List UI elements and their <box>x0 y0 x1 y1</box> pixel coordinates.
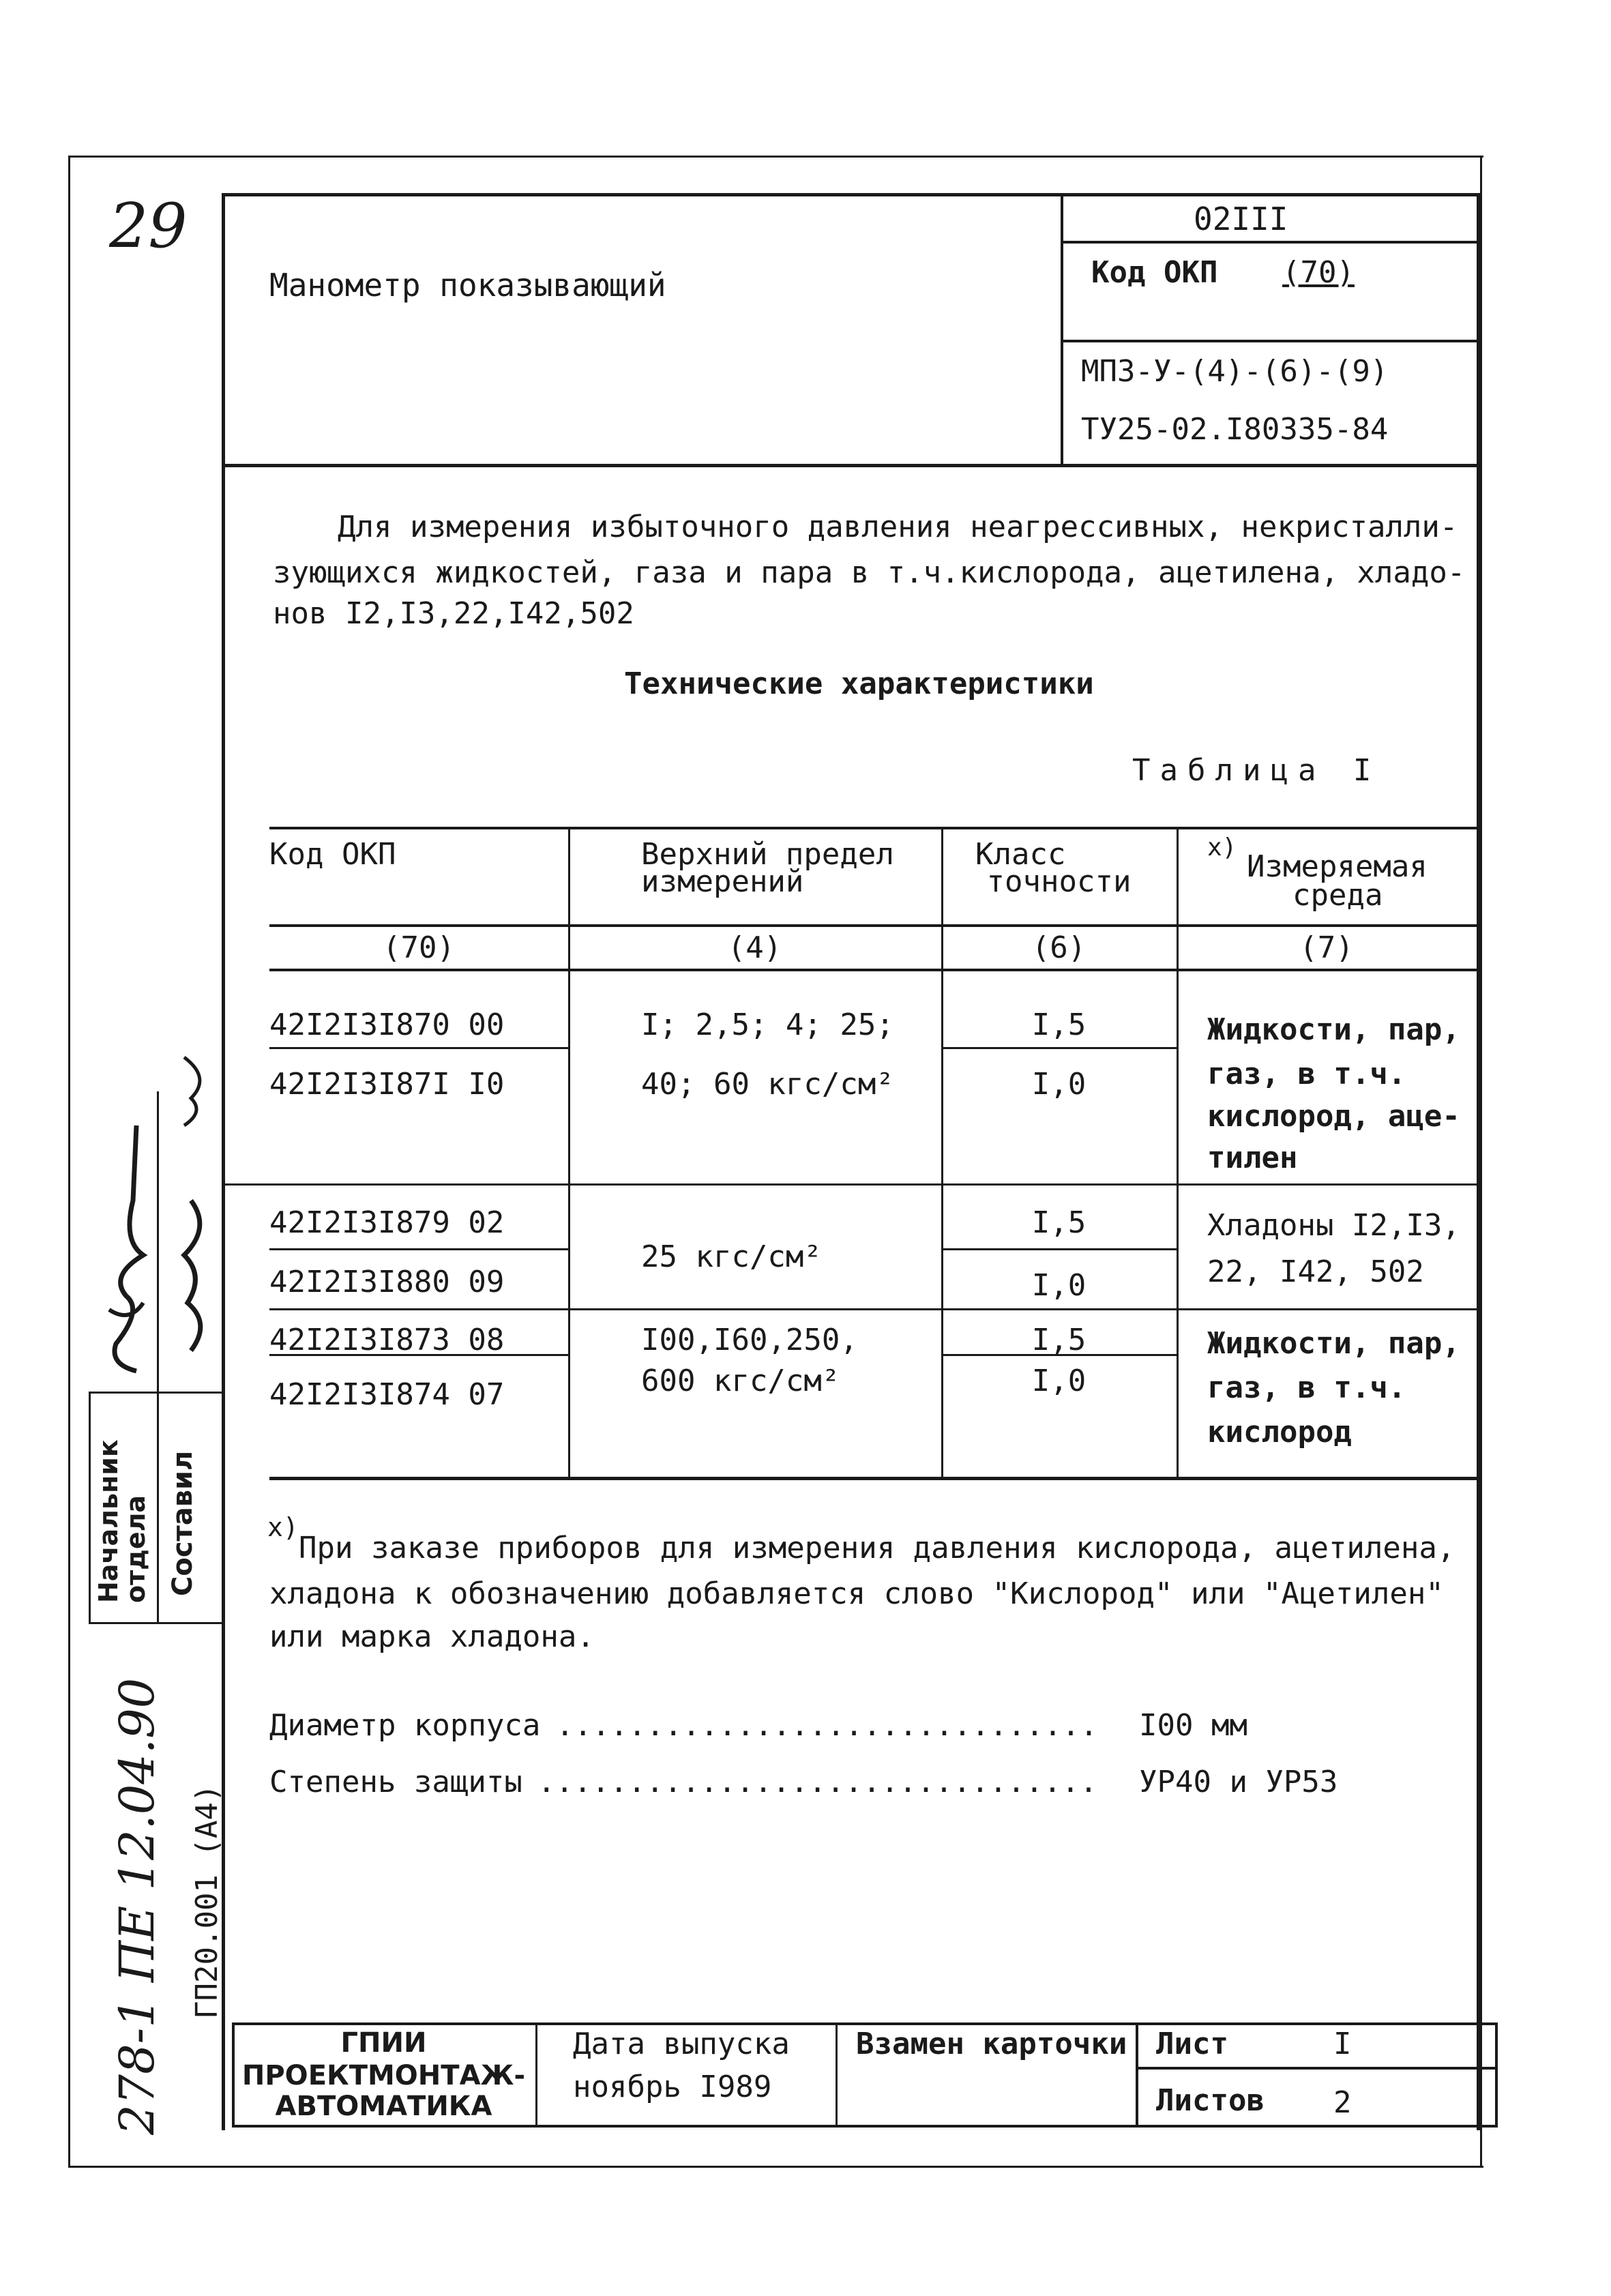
footnote-line-3: или марка хладона. <box>269 1619 595 1654</box>
footer-top <box>232 2022 1497 2025</box>
spec-diameter-value: I00 мм <box>1139 1708 1247 1743</box>
g2-acc-1: I,5 <box>1031 1205 1087 1240</box>
g1-medium-4: тилен <box>1207 1140 1298 1175</box>
org-line-1: ГПИИ <box>340 2027 427 2059</box>
footer-div-2 <box>836 2022 838 2128</box>
table-header-bottom <box>269 924 1477 927</box>
g1-limit-1: I; 2,5; 4; 25; <box>641 1007 894 1042</box>
g3-okp-1: 42I2I3I873 08 <box>269 1323 505 1357</box>
issue-date: ноябрь I989 <box>573 2070 772 2104</box>
g3-acc-2: I,0 <box>1031 1364 1087 1398</box>
sheets-label: Листов <box>1156 2083 1265 2118</box>
outer-frame-bottom <box>68 2166 1483 2168</box>
footer-sheet-divider <box>1136 2067 1497 2070</box>
side-compiled: Составил <box>167 1450 198 1596</box>
side-head-dept: Начальник отдела <box>93 1439 151 1603</box>
card-top <box>222 193 1480 196</box>
signature-compiled-icon <box>164 1050 225 1364</box>
g1-medium-3: кислород, аце- <box>1207 1099 1460 1134</box>
th-accuracy-1: Класс <box>975 837 1066 872</box>
footnote-line-2: хладона к обозначению добавляется слово "Кислород" или "Ацетилен" <box>269 1576 1444 1611</box>
g2-medium-1: Хладоны I2,I3, <box>1207 1208 1460 1243</box>
th-okp: Код ОКП <box>269 837 396 872</box>
footnote-line-1: При заказе приборов для измерения давления кислорода, ацетилена, <box>299 1531 1455 1565</box>
okp-code: (70) <box>1282 255 1355 290</box>
table-col-line-1b <box>568 969 570 1477</box>
card-right <box>1477 193 1480 2130</box>
footer-div-1 <box>535 2022 537 2128</box>
group-1-bottom <box>225 1183 1477 1186</box>
org-line-3: АВТОМАТИКА <box>275 2091 492 2122</box>
g2-limit-1: 25 кгс/см² <box>641 1239 822 1274</box>
page-title: Манометр показывающий <box>269 267 666 304</box>
spec-protection-dots: ............................... <box>537 1765 1098 1799</box>
issue-label: Дата выпуска <box>573 2027 790 2061</box>
th-limit-2: измерений <box>641 864 804 899</box>
side-box-bottom <box>89 1622 225 1624</box>
footer-right <box>1495 2022 1498 2128</box>
table-codes-bottom <box>269 969 1477 971</box>
g3-medium-3: кислород <box>1207 1415 1352 1449</box>
outer-frame-right <box>1480 156 1482 2168</box>
table-top <box>269 827 1477 829</box>
spec-number: ТУ25-02.I80335-84 <box>1081 412 1389 447</box>
g3-limit-1: I00,I60,250, <box>641 1323 858 1357</box>
g2-okp-2: 42I2I3I880 09 <box>269 1265 505 1299</box>
g1-medium-1: Жидкости, пар, <box>1207 1012 1460 1047</box>
page-number: 29 <box>109 190 188 262</box>
group-1-inner-acc <box>941 1047 1177 1049</box>
sheet-label: Лист <box>1156 2027 1228 2061</box>
side-box-mid <box>157 1091 159 1623</box>
g1-medium-2: газ, в т.ч. <box>1207 1057 1406 1091</box>
group-1-inner-okp <box>269 1047 568 1049</box>
model-designation: МПЗ-У-(4)-(6)-(9) <box>1081 354 1389 389</box>
g3-limit-2: 600 кгс/см² <box>641 1364 840 1398</box>
footer-div-3 <box>1136 2022 1138 2128</box>
code-medium: (7) <box>1299 930 1354 965</box>
okp-label: Код ОКП <box>1091 255 1218 290</box>
g1-okp-1: 42I2I3I870 00 <box>269 1007 505 1042</box>
g1-limit-2: 40; 60 кгс/см² <box>641 1067 894 1102</box>
g3-medium-2: газ, в т.ч. <box>1207 1370 1406 1405</box>
sheet-value: I <box>1333 2027 1352 2061</box>
intro-line-2: зующихся жидкостей, газа и пара в т.ч.кислорода, ацетилена, хладо- <box>273 555 1466 590</box>
intro-line-1: Для измерения избыточного давления неагрессивных, некристалли- <box>338 510 1458 544</box>
g1-acc-1: I,5 <box>1031 1007 1087 1042</box>
table-bottom <box>269 1477 1477 1480</box>
spec-protection-value: УР40 и УР53 <box>1139 1765 1338 1799</box>
g3-acc-1: I,5 <box>1031 1323 1087 1357</box>
intro-line-3: нов I2,I3,22,I42,502 <box>273 596 634 631</box>
g2-medium-2: 22, I42, 502 <box>1207 1254 1424 1289</box>
org-line-2: ПРОЕКТМОНТАЖ- <box>241 2060 526 2091</box>
g2-acc-2: I,0 <box>1031 1268 1087 1303</box>
side-box-left <box>89 1392 91 1623</box>
group-2-inner-okp <box>269 1248 568 1250</box>
g3-medium-1: Жидкости, пар, <box>1207 1326 1460 1361</box>
footer-bottom <box>232 2125 1497 2128</box>
header-line-2 <box>1061 340 1480 342</box>
g1-acc-2: I,0 <box>1031 1067 1087 1102</box>
group-2-inner-acc <box>941 1248 1177 1250</box>
header-divider <box>1061 193 1063 466</box>
side-handwritten-date: 278-1 ПЕ 12.04.90 <box>109 1677 165 2135</box>
th-limit-1: Верхний предел <box>641 837 894 872</box>
header-code: 02III <box>1194 201 1288 237</box>
g2-okp-1: 42I2I3I879 02 <box>269 1205 505 1240</box>
section-title: Технические характеристики <box>624 666 1094 701</box>
header-line-1 <box>1061 241 1480 244</box>
spec-protection-label: Степень защиты <box>269 1765 522 1799</box>
sheets-value: 2 <box>1333 2085 1352 2120</box>
spec-diameter-dots: .............................. <box>556 1708 1098 1743</box>
code-accuracy: (6) <box>1031 930 1087 965</box>
g1-okp-2: 42I2I3I87I I0 <box>269 1067 505 1102</box>
side-stamp: ГП20.001 (А4) <box>190 1784 224 2019</box>
spec-diameter-label: Диаметр корпуса <box>269 1708 541 1743</box>
code-okp: (70) <box>383 930 455 965</box>
footnote-mark: x) <box>267 1512 299 1542</box>
th-medium-sup: x) <box>1207 834 1237 862</box>
group-2-bottom <box>269 1308 1477 1310</box>
card-header-bottom <box>222 464 1480 467</box>
code-limit: (4) <box>727 930 782 965</box>
th-medium-2: среда <box>1292 878 1383 913</box>
replaces-label: Взамен карточки <box>856 2027 1127 2061</box>
outer-frame-top <box>68 156 1483 158</box>
table-label: Таблица I <box>1132 753 1381 788</box>
signature-head-icon <box>95 1119 157 1378</box>
th-accuracy-2: точности <box>986 864 1132 899</box>
th-medium-1: Измеряемая <box>1247 849 1428 884</box>
table-col-line-3 <box>1177 827 1179 1478</box>
outer-frame-left <box>68 156 70 2168</box>
g3-okp-2: 42I2I3I874 07 <box>269 1377 505 1412</box>
